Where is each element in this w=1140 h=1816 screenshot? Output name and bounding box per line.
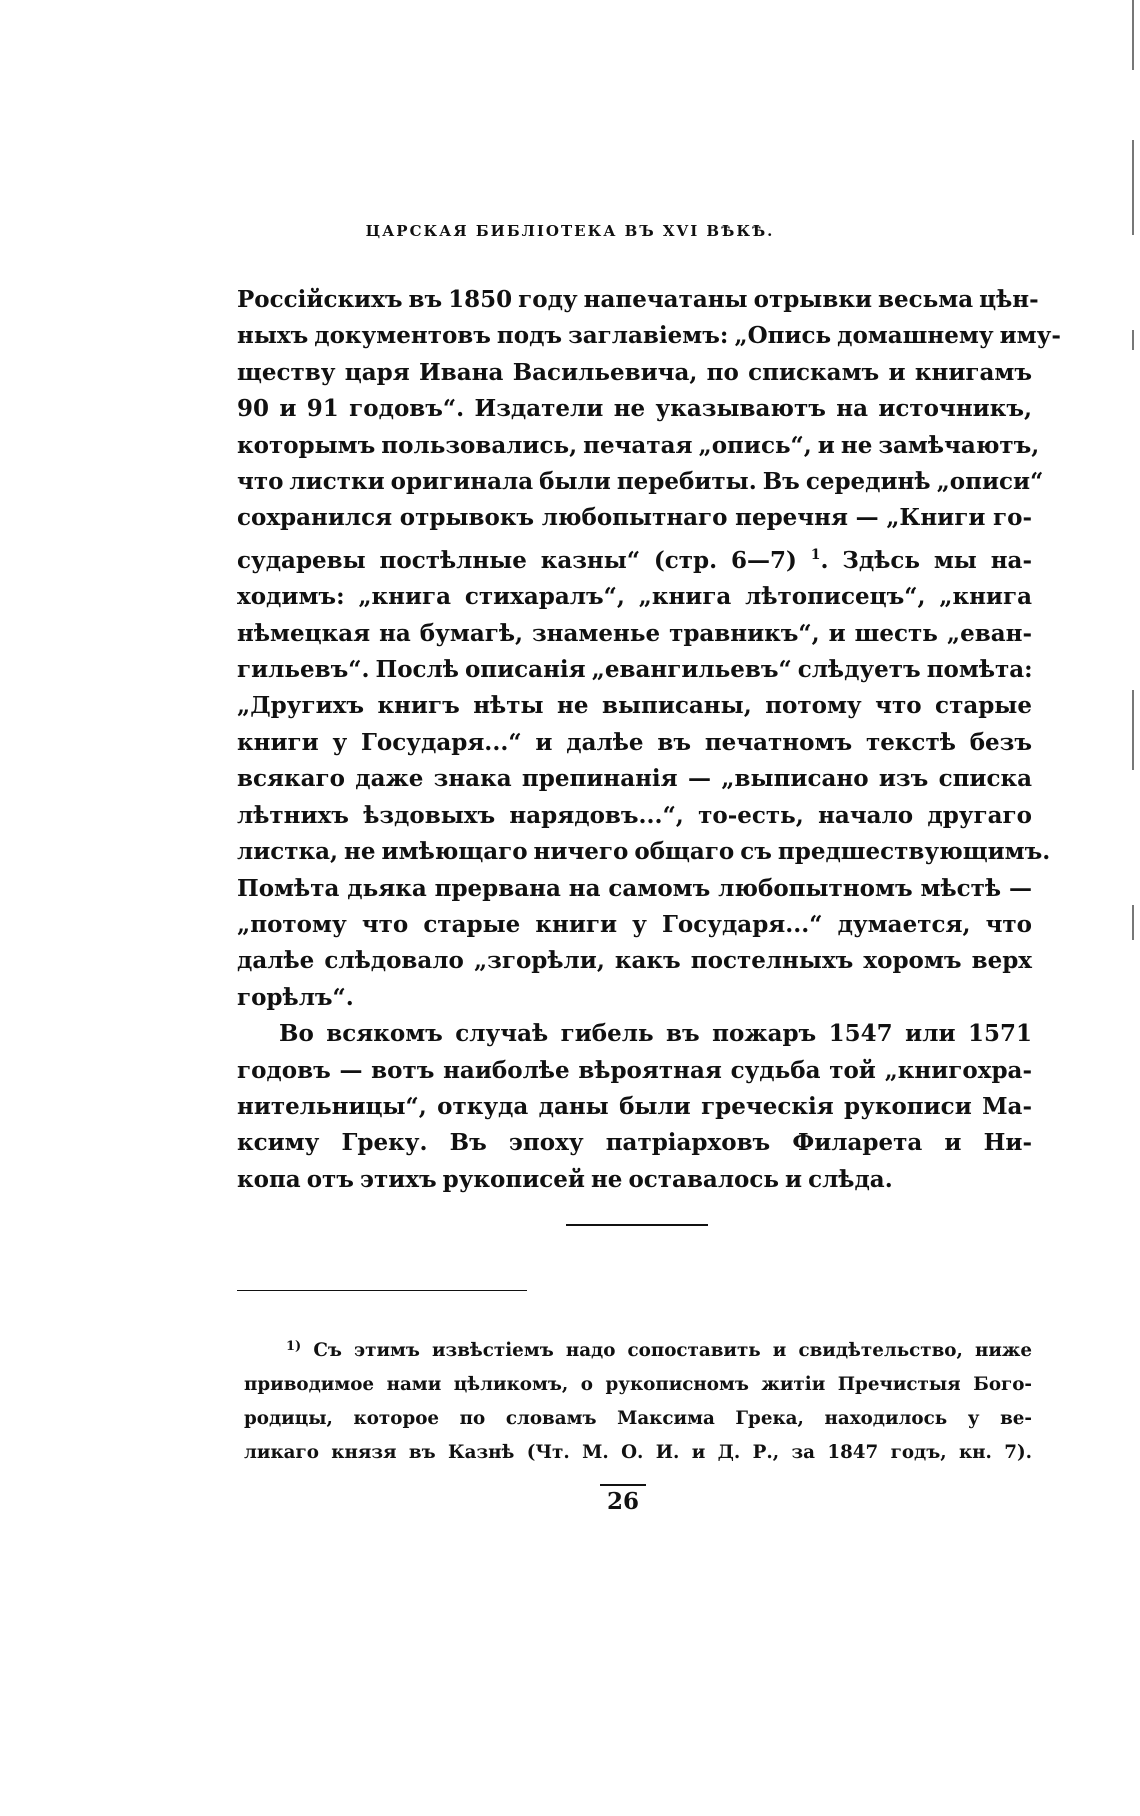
paragraph-first-line: Во всякомъ случаѣ гибель въ пожаръ 1547 или 1571 bbox=[279, 1020, 1032, 1048]
paragraph-last-line: горѣлъ“. bbox=[237, 983, 354, 1011]
text-line-with-footnote-ref bbox=[237, 537, 1032, 579]
scan-edge-mark bbox=[1132, 140, 1134, 235]
text-line: лѣтнихъ ѣздовыхъ нарядовъ...“, то-есть, начало другаго bbox=[237, 801, 1032, 829]
footnote-line bbox=[244, 1330, 1032, 1368]
text-line: годовъ — вотъ наиболѣе вѣроятная судьба той „книгохра- bbox=[237, 1056, 1032, 1084]
section-end-rule bbox=[566, 1224, 708, 1226]
page-number: 26 bbox=[600, 1484, 646, 1515]
text-line: 90 и 91 годовъ“. Издатели не указываютъ на источникъ, bbox=[237, 395, 1032, 423]
footnote-reference[interactable]: 1 bbox=[810, 546, 821, 563]
text-line: Россійскихъ въ 1850 году напечатаны отрывки весьма цѣн- bbox=[237, 286, 1039, 313]
text-line: далѣе слѣдовало „згорѣли, какъ постелныхъ хоромъ верх bbox=[237, 947, 1032, 975]
text-line: „потому что старые книги у Государя...“ думается, что bbox=[237, 910, 1032, 938]
text-line: „Другихъ книгъ нѣты не выписаны, потому что старые bbox=[237, 692, 1032, 720]
running-header: ЦАРСКАЯ БИБЛІОТЕКА ВЪ XVI ВѢКѢ. bbox=[365, 222, 775, 240]
text-segment: . Здѣсь мы на- bbox=[820, 546, 1032, 574]
footnote bbox=[244, 1330, 1032, 1470]
text-line: Помѣта дьяка прервана на самомъ любопытномъ мѣстѣ — bbox=[237, 874, 1032, 902]
scan-edge-mark bbox=[1132, 0, 1134, 70]
footnote-line: приводимое нами цѣликомъ, о рукописномъ житіи Пречистыя Бого- bbox=[244, 1374, 1032, 1395]
footnote-line: ликаго князя въ Казнѣ (Чт. М. О. И. и Д. Р., за 1847 годъ, кн. 7). bbox=[244, 1442, 1032, 1463]
text-line: которымъ пользовались, печатая „опись“, и не замѣчаютъ, bbox=[237, 431, 1040, 459]
main-text bbox=[237, 282, 1061, 1198]
text-line: сохранился отрывокъ любопытнаго перечня — „Книги го- bbox=[237, 504, 1032, 532]
footnote-text: Съ этимъ извѣстіемъ надо сопоставить и свидѣтельство, ниже bbox=[313, 1340, 1032, 1361]
text-line: гильевъ“. Послѣ описанія „евангильевъ“ слѣдуетъ помѣта: bbox=[237, 656, 1033, 684]
text-line: ныхъ документовъ подъ заглавіемъ: „Опись домашнему иму- bbox=[237, 322, 1061, 350]
text-line: листка, не имѣющаго ничего общаго съ предшествующимъ. bbox=[237, 838, 1051, 866]
text-line: всякаго даже знака препинанія — „выписано изъ списка bbox=[237, 765, 1032, 793]
text-line: ществу царя Ивана Васильевича, по спискамъ и книгамъ bbox=[237, 358, 1032, 386]
paragraph-last-line: копа отъ этихъ рукописей не оставалось и слѣда. bbox=[237, 1165, 893, 1193]
text-line: ксиму Греку. Въ эпоху патріарховъ Филарета и Ни- bbox=[237, 1129, 1032, 1157]
text-line: что листки оригинала были перебиты. Въ серединѣ „описи“ bbox=[237, 468, 1044, 496]
text-line: ходимъ: „книга стихаралъ“, „книга лѣтописецъ“, „книга bbox=[237, 583, 1032, 611]
scan-edge-mark bbox=[1132, 690, 1134, 770]
text-line: книги у Государя...“ и далѣе въ печатномъ текстѣ безъ bbox=[237, 728, 1032, 756]
scan-edge-mark bbox=[1132, 905, 1134, 940]
footnote-line: родицы, которое по словамъ Максима Грека, находилось у ве- bbox=[244, 1408, 1032, 1429]
text-line: нительницы“, откуда даны были греческія рукописи Ма- bbox=[237, 1092, 1032, 1120]
text-segment: сударевы постѣлные казны“ (стр. 6—7) bbox=[237, 546, 797, 574]
footnote-separator bbox=[237, 1290, 527, 1291]
scan-edge-mark bbox=[1132, 330, 1134, 350]
text-line: нѣмецкая на бумагѣ, знаменье травникъ“, и шесть „еван- bbox=[237, 619, 1032, 647]
footnote-marker: 1) bbox=[286, 1339, 302, 1354]
